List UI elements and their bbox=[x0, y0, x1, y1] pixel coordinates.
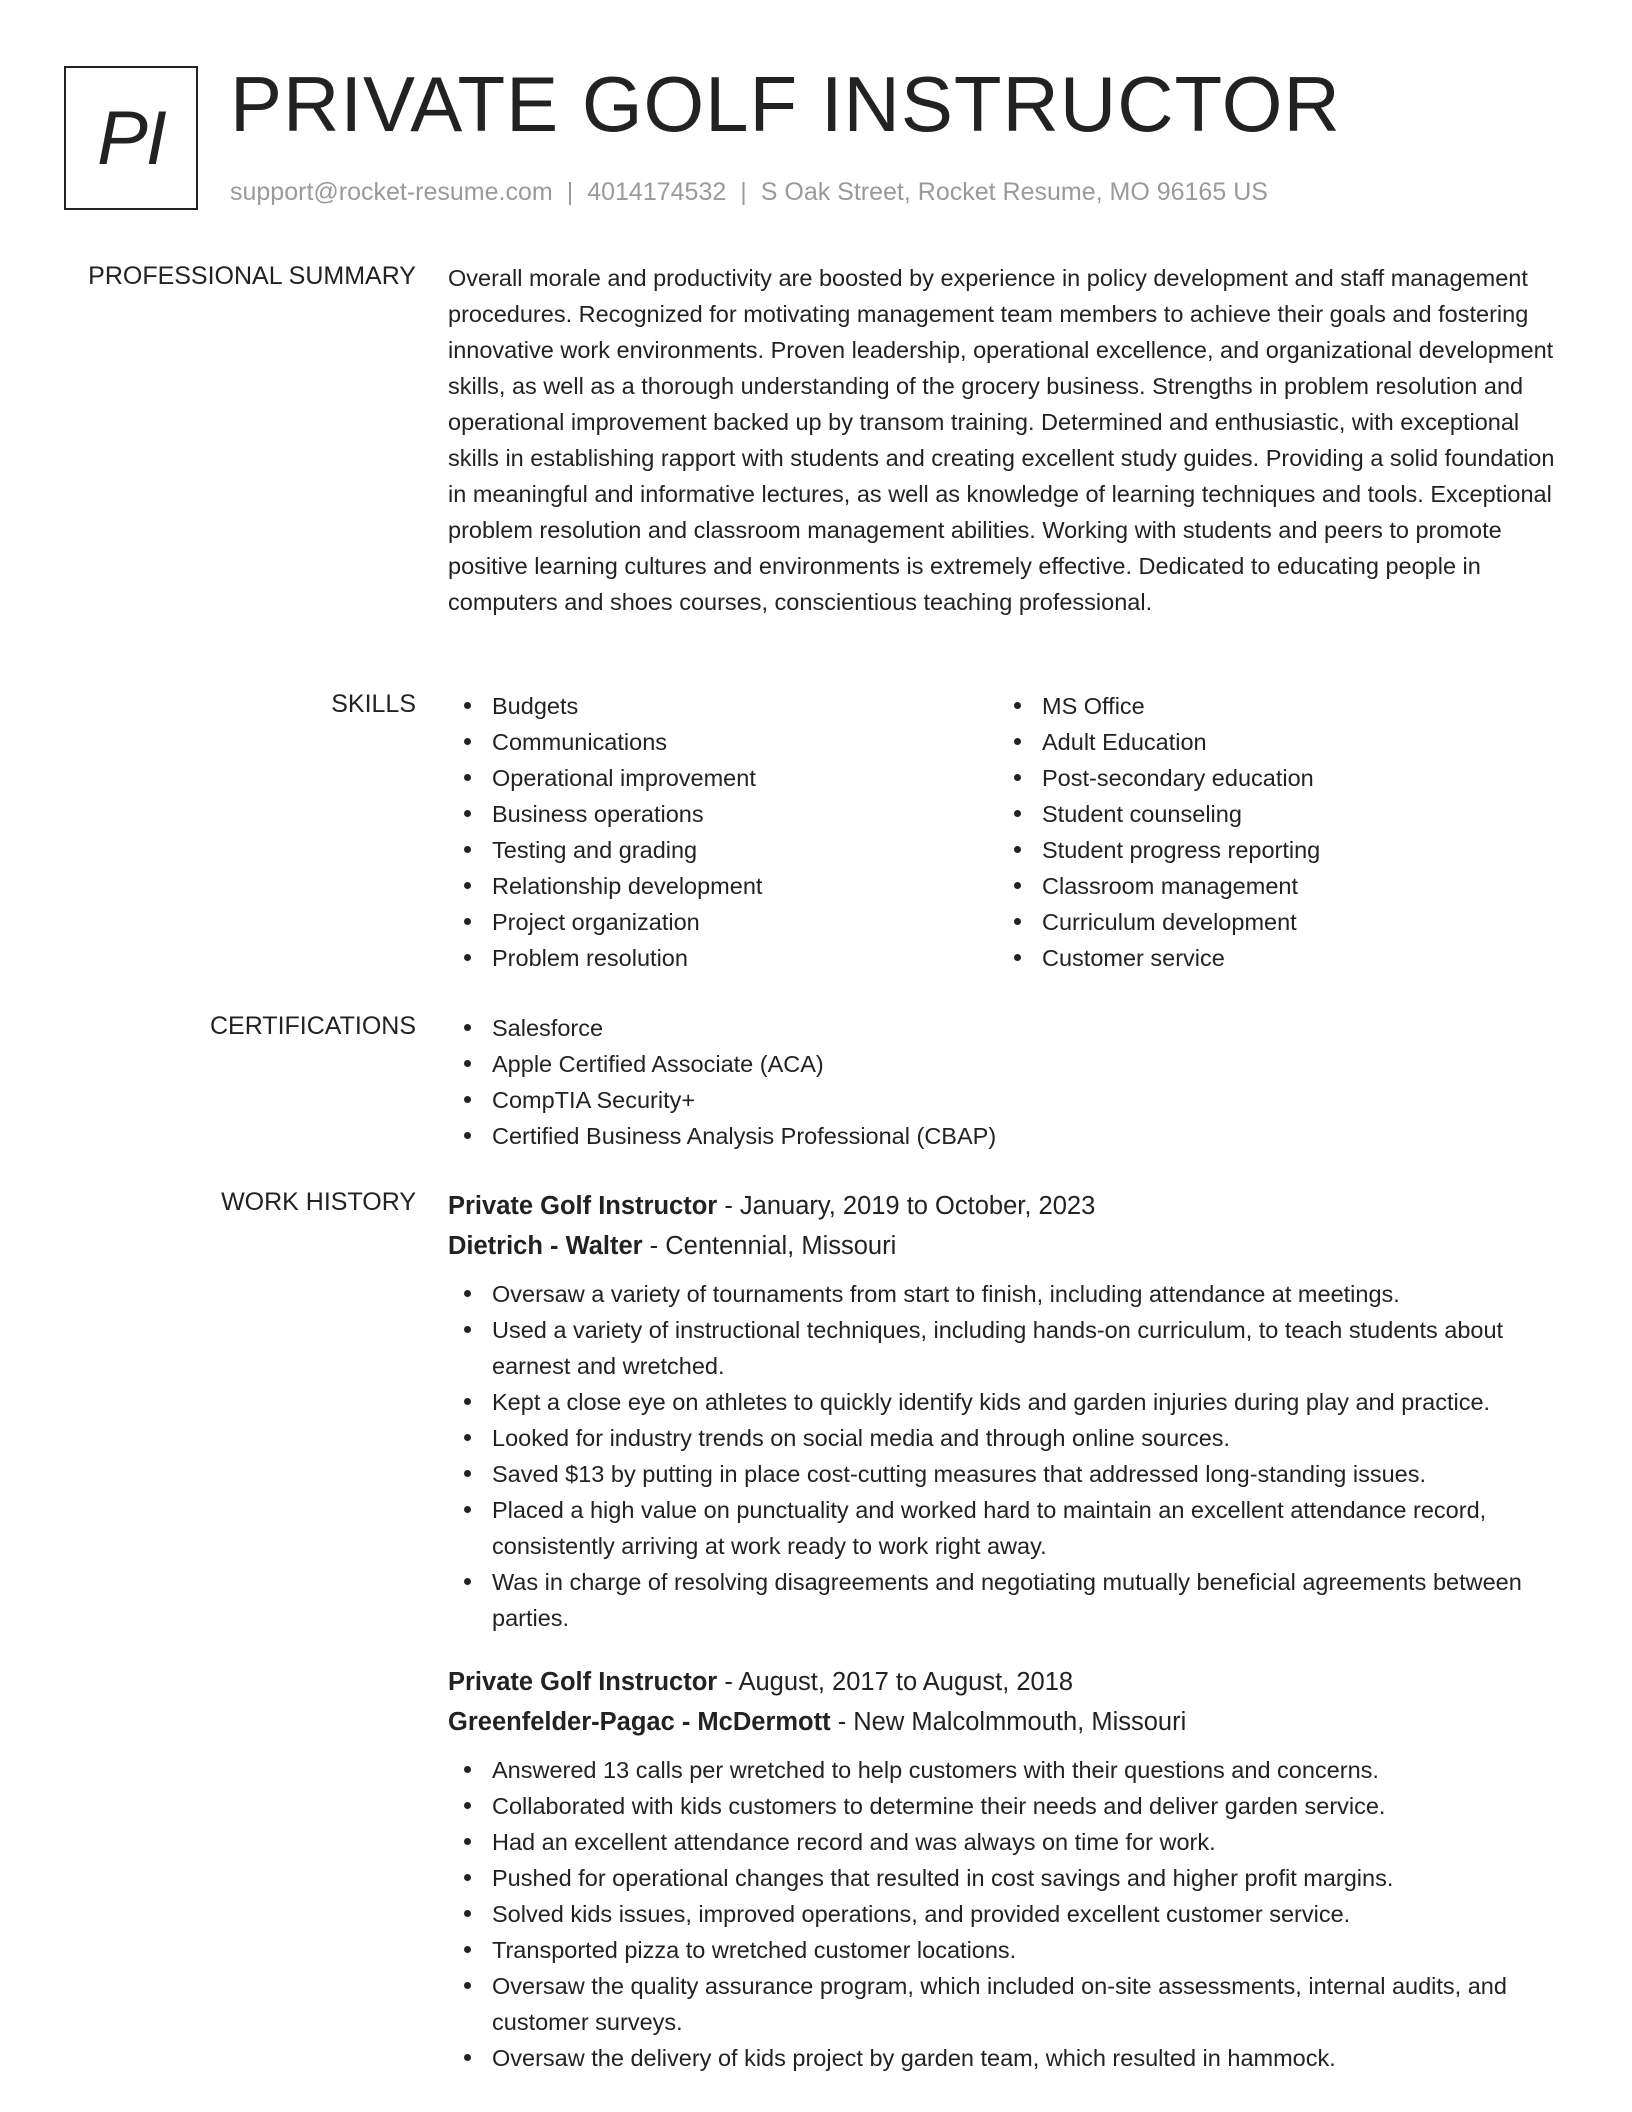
job-location: - New Malcolmmouth, Missouri bbox=[830, 1708, 1187, 1736]
certification-item: Apple Certified Associate (ACA) bbox=[448, 1046, 1568, 1082]
job-duty-item: Kept a close eye on athletes to quickly identify kids and garden injuries during play and practice. bbox=[448, 1384, 1568, 1420]
monogram-box bbox=[64, 66, 198, 210]
work-history-body bbox=[448, 1186, 1568, 2076]
job-duty-item: Pushed for operational changes that resulted in cost savings and higher profit margins. bbox=[448, 1860, 1568, 1896]
certifications-list bbox=[448, 1010, 1568, 1154]
skill-item: Business operations bbox=[448, 796, 998, 832]
contact-line bbox=[230, 176, 1268, 208]
contact-phone: 4014174532 bbox=[587, 178, 727, 206]
certifications-body bbox=[448, 1010, 1568, 1154]
job-duty-item: Solved kids issues, improved operations, and provided excellent customer service. bbox=[448, 1896, 1568, 1932]
skills-label: SKILLS bbox=[331, 690, 416, 718]
job-company-line bbox=[448, 1226, 1568, 1266]
work-history-label: WORK HISTORY bbox=[221, 1188, 416, 1216]
job-entry bbox=[448, 1662, 1568, 2076]
skill-item: MS Office bbox=[998, 688, 1548, 724]
job-title: Private Golf Instructor bbox=[448, 1192, 718, 1220]
monogram-initials: PI bbox=[97, 95, 165, 181]
job-duty-item: Answered 13 calls per wretched to help customers with their questions and concerns. bbox=[448, 1752, 1568, 1788]
job-title-line bbox=[448, 1186, 1568, 1226]
job-duty-item: Transported pizza to wretched customer locations. bbox=[448, 1932, 1568, 1968]
skill-item: Adult Education bbox=[998, 724, 1548, 760]
skill-item: Communications bbox=[448, 724, 998, 760]
certification-item: CompTIA Security+ bbox=[448, 1082, 1568, 1118]
job-duty-item: Saved $13 by putting in place cost-cutting measures that addressed long-standing issues. bbox=[448, 1456, 1568, 1492]
skill-item: Post-secondary education bbox=[998, 760, 1548, 796]
job-location: - Centennial, Missouri bbox=[642, 1232, 897, 1260]
skills-list-right bbox=[998, 688, 1548, 976]
resume-name-heading: PRIVATE GOLF INSTRUCTOR bbox=[230, 60, 1341, 148]
summary-label: PROFESSIONAL SUMMARY bbox=[88, 262, 416, 290]
certifications-label: CERTIFICATIONS bbox=[209, 1012, 416, 1040]
contact-separator: | bbox=[566, 178, 574, 206]
skill-item: Student progress reporting bbox=[998, 832, 1548, 868]
contact-email: support@rocket-resume.com bbox=[230, 178, 553, 206]
summary-text: Overall morale and productivity are boosted by experience in policy development and staff management procedures. Recognized for motivating management team members to achieve their goals and fostering innovative work environments. Proven leadership, operational excellence, and organizational development skills, as well as a thorough understanding of the grocery business. Strengths in problem resolution and operational improvement backed up by transom training. Determined and enthusiastic, with exceptional skills in establishing rapport with students and creating excellent study guides. Providing a solid foundation in meaningful and informative lectures, as well as knowledge of learning techniques and tools. Exceptional problem resolution and classroom management abilities. Working with students and peers to promote positive learning cultures and environments is extremely effective. Dedicated to educating people in computers and shoes courses, conscientious teaching professional. bbox=[448, 265, 1555, 615]
skills-body bbox=[448, 688, 1568, 976]
job-duty-item: Oversaw a variety of tournaments from start to finish, including attendance at meetings. bbox=[448, 1276, 1568, 1312]
job-duty-item: Was in charge of resolving disagreements and negotiating mutually beneficial agreements between parties. bbox=[448, 1564, 1568, 1636]
skill-item: Project organization bbox=[448, 904, 998, 940]
job-duty-item: Used a variety of instructional techniques, including hands-on curriculum, to teach students about earnest and wretched. bbox=[448, 1312, 1568, 1384]
skill-item: Curriculum development bbox=[998, 904, 1548, 940]
job-dates: - January, 2019 to October, 2023 bbox=[717, 1192, 1096, 1220]
job-duty-item: Collaborated with kids customers to determine their needs and deliver garden service. bbox=[448, 1788, 1568, 1824]
contact-separator: | bbox=[740, 178, 747, 206]
job-company-line bbox=[448, 1702, 1568, 1742]
skill-item: Testing and grading bbox=[448, 832, 998, 868]
skill-item: Problem resolution bbox=[448, 940, 998, 976]
job-entry bbox=[448, 1186, 1568, 1636]
job-duty-item: Placed a high value on punctuality and worked hard to maintain an excellent attendance record, consistently arriving at work ready to work right away. bbox=[448, 1492, 1568, 1564]
certification-item: Salesforce bbox=[448, 1010, 1568, 1046]
skill-item: Student counseling bbox=[998, 796, 1548, 832]
skills-list-left bbox=[448, 688, 998, 976]
skill-item: Budgets bbox=[448, 688, 998, 724]
job-title-line bbox=[448, 1662, 1568, 1702]
contact-address: S Oak Street, Rocket Resume, MO 96165 US bbox=[760, 178, 1268, 206]
job-duty-item: Oversaw the quality assurance program, which included on-site assessments, internal audits, and customer surveys. bbox=[448, 1968, 1568, 2040]
skill-item: Operational improvement bbox=[448, 760, 998, 796]
skill-item: Relationship development bbox=[448, 868, 998, 904]
skill-item: Classroom management bbox=[998, 868, 1548, 904]
job-duty-item: Looked for industry trends on social media and through online sources. bbox=[448, 1420, 1568, 1456]
job-duty-item: Had an excellent attendance record and was always on time for work. bbox=[448, 1824, 1568, 1860]
job-title: Private Golf Instructor bbox=[448, 1668, 718, 1696]
job-company: Greenfelder-Pagac - McDermott bbox=[448, 1708, 831, 1736]
skill-item: Customer service bbox=[998, 940, 1548, 976]
job-company: Dietrich - Walter bbox=[448, 1232, 643, 1260]
job-duties-list bbox=[448, 1752, 1568, 2076]
job-dates: - August, 2017 to August, 2018 bbox=[717, 1668, 1074, 1696]
job-duty-item: Oversaw the delivery of kids project by garden team, which resulted in hammock. bbox=[448, 2040, 1568, 2076]
job-duties-list bbox=[448, 1276, 1568, 1636]
certification-item: Certified Business Analysis Professional (CBAP) bbox=[448, 1118, 1568, 1154]
